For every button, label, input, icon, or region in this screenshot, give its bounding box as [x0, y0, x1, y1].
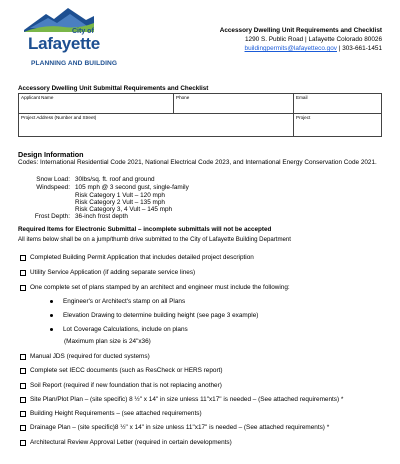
checkbox[interactable]: [20, 285, 26, 291]
checklist-item: [20, 382, 222, 389]
requirements-subheading: All items below shall be on a jump/thumb drive submitted to the City of Lafayette Building Department: [18, 236, 292, 243]
form-title: Accessory Dwelling Unit Submittal Requirements and Checklist: [18, 85, 209, 92]
checklist-item: [20, 269, 195, 276]
applicant-name-label: Applicant Name: [21, 95, 54, 100]
project-address-label: Project Address (Number and Street): [21, 115, 97, 120]
snow-load-value: 30lbs/sq. ft. roof and ground: [75, 176, 155, 183]
applicant-name-field[interactable]: [19, 94, 174, 114]
checklist-item: [20, 410, 202, 417]
checkbox[interactable]: [20, 255, 26, 261]
checklist-item: [20, 424, 329, 431]
plan-bullet: [50, 298, 185, 305]
checkbox[interactable]: [20, 425, 26, 431]
windspeed-value-0: 105 mph @ 3 second gust, single-family: [75, 184, 189, 191]
checklist-item-label: Architectural Review Approval Letter (required in certain developments): [30, 439, 232, 446]
header-title: Accessory Dwelling Unit Requirements and Checklist: [219, 27, 382, 34]
checklist-item-label: Building Height Requirements – (see attached requirements): [30, 410, 202, 417]
checklist-item-label: Manual JDS (required for ducted systems): [30, 353, 150, 360]
checklist-item-label: Complete set IECC documents (such as ResCheck or HERS report): [30, 367, 223, 374]
snow-load-row: [18, 176, 318, 184]
project-field[interactable]: [294, 114, 382, 137]
windspeed-value-3: Risk Category 3, 4 Vult – 145 mph: [75, 206, 173, 213]
checklist-item: [20, 254, 254, 261]
city-logo: [14, 6, 136, 68]
email-label: Email: [296, 95, 308, 100]
checklist-item: [20, 439, 232, 446]
email-field[interactable]: [294, 94, 382, 114]
codes-text: Codes: International Residential Code 2021, National Electrical Code 2023, and International Energy Conservation Code 2021.: [18, 159, 377, 166]
checklist-item: [20, 284, 290, 291]
header-block: [220, 26, 382, 53]
checklist-item-label: One complete set of plans stamped by an architect and engineer must include the following:: [30, 284, 290, 291]
checklist-item: [20, 396, 343, 403]
bullet-icon: [50, 314, 53, 317]
header-contact: [220, 44, 382, 53]
plan-size-note: (Maximum plan size is 24"x36): [64, 338, 151, 345]
plan-bullet-label: Lot Coverage Calculations, include on plans: [63, 326, 188, 333]
logo-department: PLANNING AND BUILDING: [31, 60, 118, 67]
checkbox[interactable]: [20, 368, 26, 374]
header-address: 1290 S. Public Road | Lafayette Colorado 80026: [244, 36, 382, 43]
checklist-item-label: Drainage Plan – (site specific)8 ½" x 14" in size unless 11"x17" is needed – (See attached requirements) *: [30, 424, 330, 431]
checklist-item: [20, 353, 150, 360]
checklist-item-label: Completed Building Permit Application that includes detailed project description: [30, 254, 254, 261]
checkbox[interactable]: [20, 440, 26, 446]
checklist-item-label: Utility Service Application (if adding separate service lines): [30, 269, 196, 276]
checkbox[interactable]: [20, 383, 26, 389]
logo-city-name: Lafayette: [28, 34, 100, 53]
plan-bullet-label: Elevation Drawing to determine building height (see page 3 example): [63, 312, 259, 319]
frost-depth-value: 36-inch frost depth: [75, 213, 128, 220]
frost-depth-label: Frost Depth:: [34, 213, 70, 220]
checklist-item-label: Site Plan/Plot Plan – (site specific) 8 ½" x 14" in size unless 11"x17" is needed – (See attached requirements) *: [30, 396, 344, 403]
phone-field[interactable]: [174, 94, 294, 114]
checkbox[interactable]: [20, 411, 26, 417]
plan-bullet: [50, 312, 258, 319]
bullet-icon: [50, 300, 53, 303]
bullet-icon: [50, 328, 53, 331]
frost-depth-row: [18, 213, 318, 221]
plan-bullet: [50, 326, 188, 333]
phone-label: Phone: [176, 95, 190, 100]
checklist-item: [20, 367, 223, 374]
checkbox[interactable]: [20, 270, 26, 276]
email-link[interactable]: buildingpermits@lafayetteco.gov: [244, 45, 337, 52]
windspeed-label: Windspeed:: [36, 184, 70, 191]
windspeed-value-2: Risk Category 2 Vult – 135 mph: [75, 199, 165, 206]
plan-bullet-label: Engineer's or Architect's stamp on all Plans: [63, 298, 186, 305]
header-phone: | 303-661-1451: [336, 45, 382, 52]
snow-load-label: Snow Load:: [36, 176, 70, 183]
checkbox[interactable]: [20, 397, 26, 403]
applicant-form-table: [18, 93, 382, 137]
checkbox[interactable]: [20, 354, 26, 360]
logo-city-of: City of: [72, 28, 94, 35]
project-label: Project: [296, 115, 311, 120]
windspeed-value-1: Risk Category 1 Vult – 120 mph: [75, 192, 165, 199]
project-address-field[interactable]: [19, 114, 294, 137]
windspeed-row: [18, 184, 318, 192]
requirements-heading: Required Items for Electronic Submittal – incomplete submittals will not be accepted: [18, 226, 272, 233]
checklist-item-label: Soil Report (required if new foundation that is not replacing another): [30, 382, 222, 389]
design-info-heading: Design Information: [18, 150, 84, 159]
